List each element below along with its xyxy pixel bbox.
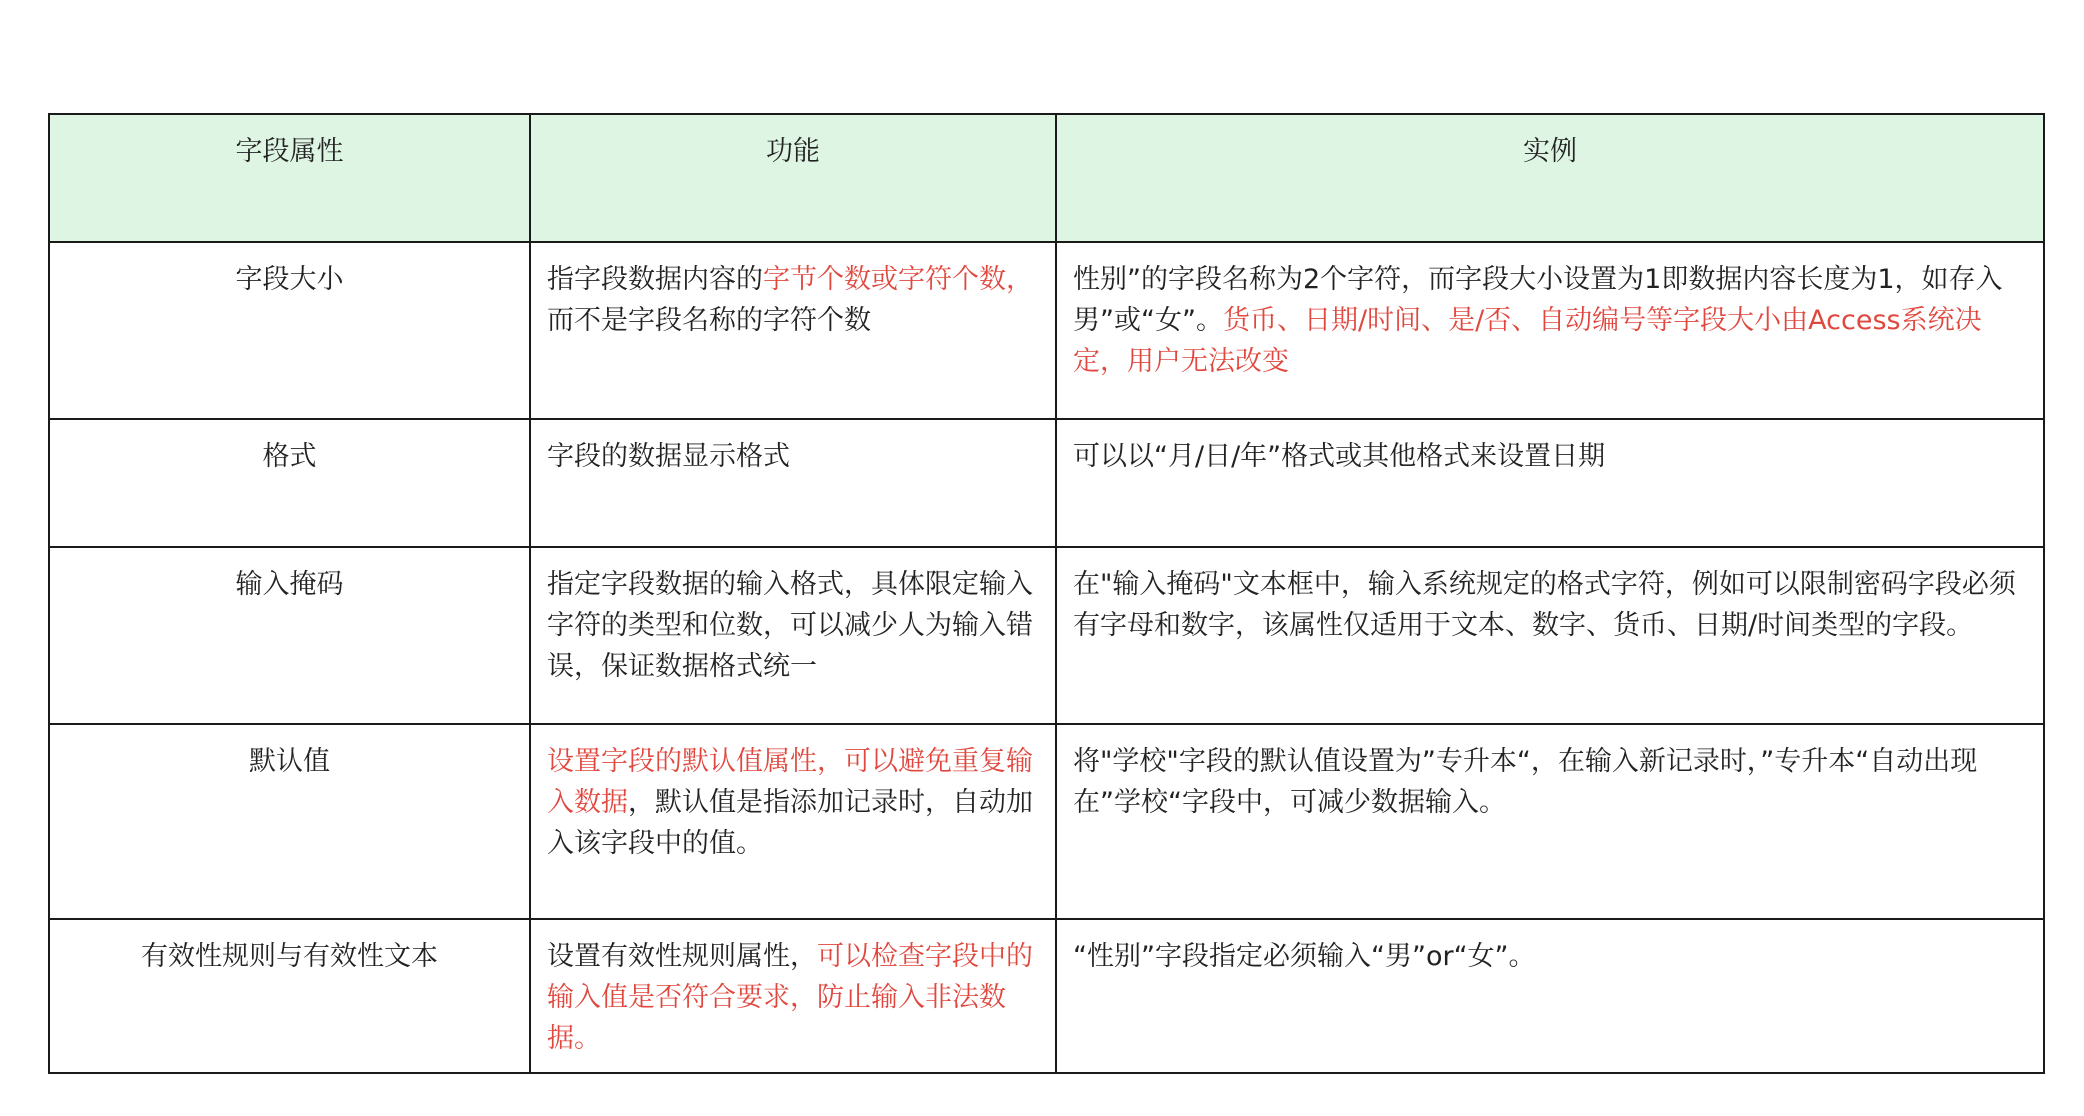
function-cell xyxy=(530,547,1056,724)
property-cell: 有效性规则与有效性文本 xyxy=(49,919,530,1073)
property-cell: 输入掩码 xyxy=(49,547,530,724)
header-property: 字段属性 xyxy=(49,114,530,242)
example-highlight: 货币、日期/时间、是/否、自动编号等字段大小由Access系统决定，用户无法改变 xyxy=(1073,305,1982,377)
function-text-tail: 而不是字段名称的字符个数 xyxy=(547,305,871,336)
table-row xyxy=(49,724,2044,919)
table-row xyxy=(49,419,2044,547)
example-text: 性别”的字段名称为2个字符，而字段大小设置为1即数据内容长度为1，如存入男”或“女”。 xyxy=(1073,264,2003,336)
function-text: 字段的数据显示格式 xyxy=(547,441,790,472)
function-cell xyxy=(530,724,1056,919)
example-cell xyxy=(1056,419,2044,547)
function-text: 指定字段数据的输入格式，具体限定输入字符的类型和位数，可以减少人为输入错误，保证数据格式统一 xyxy=(547,569,1033,682)
example-cell xyxy=(1056,724,2044,919)
property-cell: 格式 xyxy=(49,419,530,547)
function-highlight: 可以检查字段中的输入值是否符合要求，防止输入非法数据。 xyxy=(547,941,1033,1054)
field-properties-table xyxy=(48,113,2045,1074)
function-cell xyxy=(530,242,1056,419)
function-highlight: 设置字段的默认值属性，可以避免重复输入数据 xyxy=(547,746,1033,818)
function-cell xyxy=(530,419,1056,547)
example-cell xyxy=(1056,242,2044,419)
header-function: 功能 xyxy=(530,114,1056,242)
property-cell: 字段大小 xyxy=(49,242,530,419)
function-text: 指字段数据内容的 xyxy=(547,264,763,295)
header-row xyxy=(49,114,2044,242)
example-cell xyxy=(1056,547,2044,724)
function-text: 设置有效性规则属性， xyxy=(547,941,817,972)
function-highlight: 字节个数或字符个数， xyxy=(763,264,1033,295)
table-row xyxy=(49,242,2044,419)
function-text-tail: ，默认值是指添加记录时，自动加入该字段中的值。 xyxy=(547,787,1033,859)
table-row xyxy=(49,919,2044,1073)
example-text: 将"学校"字段的默认值设置为”专升本“，在输入新记录时，”专升本“自动出现在”学校“字段中，可减少数据输入。 xyxy=(1073,746,1978,818)
example-cell xyxy=(1056,919,2044,1073)
example-text: 可以以“月/日/年”格式或其他格式来设置日期 xyxy=(1073,441,1606,472)
function-cell xyxy=(530,919,1056,1073)
example-text: 在"输入掩码"文本框中，输入系统规定的格式字符，例如可以限制密码字段必须有字母和数字，该属性仅适用于文本、数字、货币、日期/时间类型的字段。 xyxy=(1073,569,2016,641)
header-example: 实例 xyxy=(1056,114,2044,242)
example-text: “性别”字段指定必须输入“男”or“女”。 xyxy=(1073,941,1536,972)
property-cell: 默认值 xyxy=(49,724,530,919)
table-row xyxy=(49,547,2044,724)
